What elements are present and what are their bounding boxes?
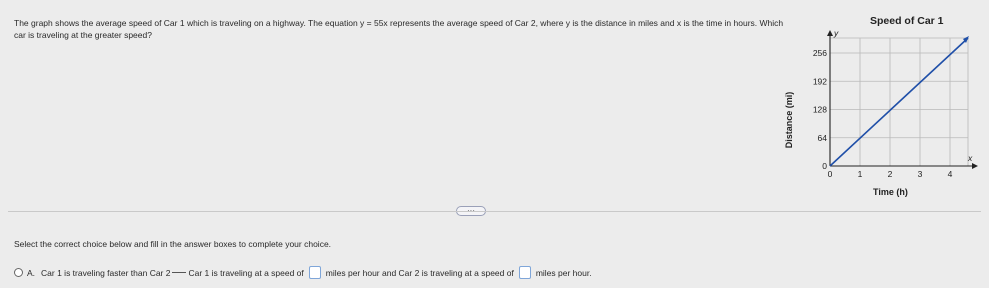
y-tick-label: 128 — [812, 104, 827, 115]
y-tick-label: 192 — [812, 76, 827, 87]
y-axis-letter: y — [834, 28, 839, 38]
choice-a-text-4: miles per hour. — [535, 267, 592, 278]
car1-distance-line — [830, 38, 968, 166]
y-tick-label: 64 — [817, 132, 827, 143]
chart-title: Speed of Car 1 — [870, 15, 944, 27]
x-axis-arrow — [972, 163, 978, 169]
y-axis-arrow — [827, 30, 833, 36]
choice-a-text-1: Car 1 is traveling faster than Car 2 — [41, 267, 171, 278]
choice-a-letter: A. — [27, 267, 36, 278]
y-tick-label: 256 — [812, 48, 827, 59]
section-divider — [8, 211, 981, 212]
y-axis-title: Distance (mi) — [784, 91, 794, 149]
car2-speed-input[interactable] — [519, 266, 531, 279]
x-axis-title: Time (h) — [873, 187, 908, 197]
car-dropdown[interactable] — [172, 272, 186, 273]
speed-chart — [775, 8, 985, 203]
chart-svg — [775, 8, 985, 203]
y-tick-label: 0 — [822, 161, 827, 171]
choice-a-text-2: Car 1 is traveling at a speed of — [188, 267, 304, 278]
choice-a-radio[interactable] — [14, 268, 23, 277]
x-axis-letter: x — [968, 153, 973, 163]
x-tick-label: 4 — [947, 169, 953, 179]
x-tick-label: 3 — [917, 169, 923, 179]
answer-choice-a — [14, 266, 592, 279]
x-tick-label: 2 — [887, 169, 893, 179]
x-tick-label: 1 — [857, 169, 863, 179]
question-text: The graph shows the average speed of Car 1 which is traveling on a highway. The equation y = 55x represents the average speed of Car 2, where y is the distance in miles and x is the time in hours. Which car is traveling at the greater speed? — [14, 18, 784, 40]
car1-speed-input[interactable] — [309, 266, 321, 279]
instruction-text: Select the correct choice below and fill in the answer boxes to complete your choice. — [14, 239, 332, 249]
choice-a-text-3: miles per hour and Car 2 is traveling at a speed of — [325, 267, 514, 278]
x-tick-label: 0 — [827, 169, 833, 179]
